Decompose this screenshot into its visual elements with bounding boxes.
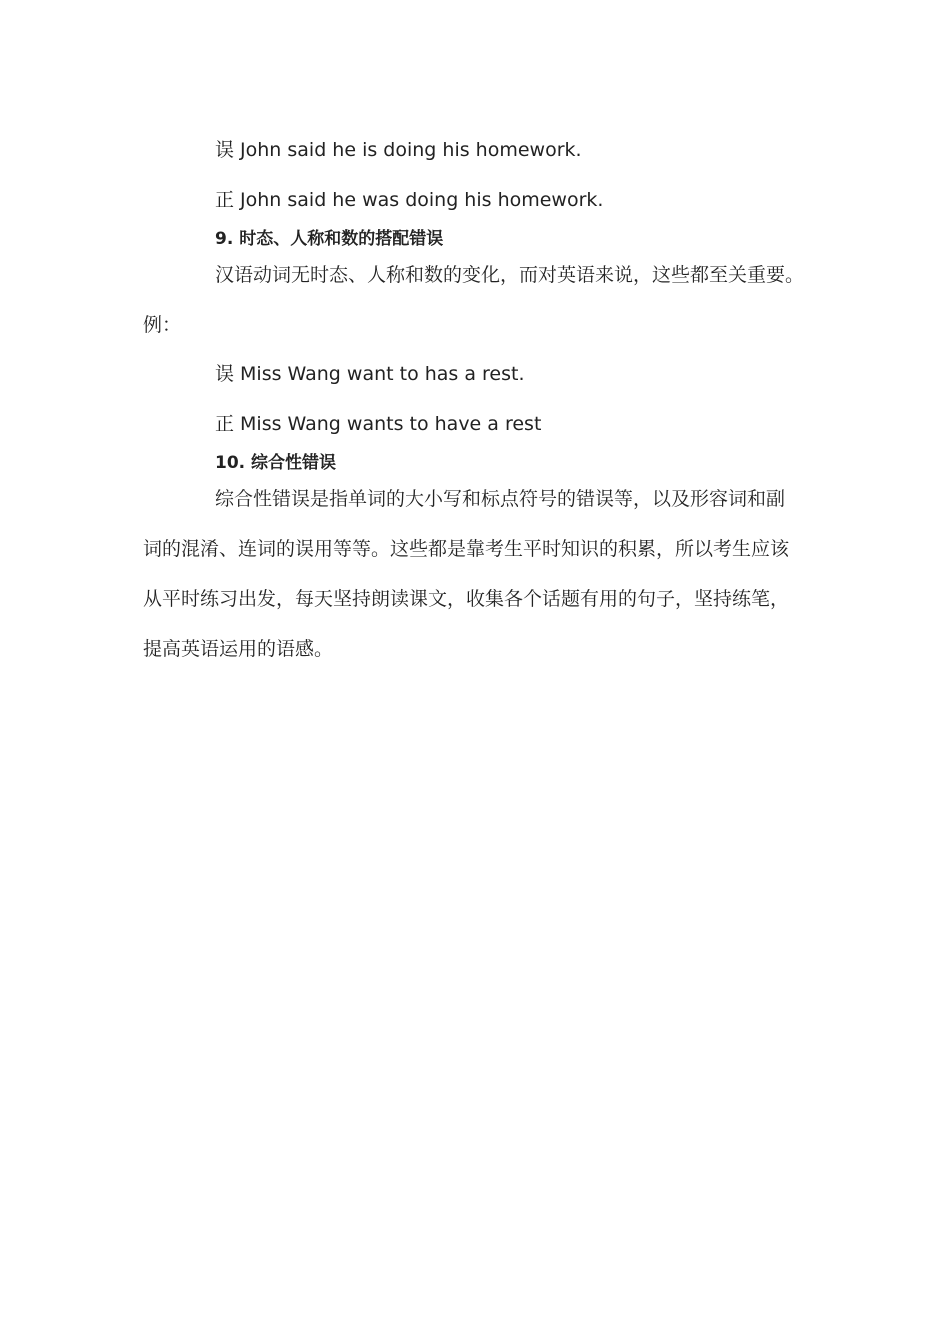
section-9-heading: 9. 时态、人称和数的搭配错误 (215, 229, 444, 249)
section-10-heading: 10. 综合性错误 (215, 453, 337, 473)
example-correct-sentence: 正 John said he was doing his homework. (215, 189, 604, 211)
section-10-paragraph-line: 综合性错误是指单词的大小写和标点符号的错误等，以及形容词和副 (215, 488, 786, 510)
example-correct-sentence: 正 Miss Wang wants to have a rest (215, 413, 542, 435)
section-9-paragraph-line: 汉语动词无时态、人称和数的变化，而对英语来说，这些都至关重要。 (215, 264, 805, 286)
section-9-paragraph-line: 例： (143, 314, 182, 336)
section-10-paragraph-line: 词的混淆、连词的误用等等。这些都是靠考生平时知识的积累，所以考生应该 (143, 538, 790, 560)
example-wrong-sentence: 误 Miss Wang want to has a rest. (215, 363, 525, 385)
example-wrong-sentence: 误 John said he is doing his homework. (215, 139, 582, 161)
section-10-paragraph-line: 从平时练习出发，每天坚持朗读课文，收集各个话题有用的句子，坚持练笔， (143, 588, 790, 610)
section-10-paragraph-line: 提高英语运用的语感。 (143, 638, 334, 660)
